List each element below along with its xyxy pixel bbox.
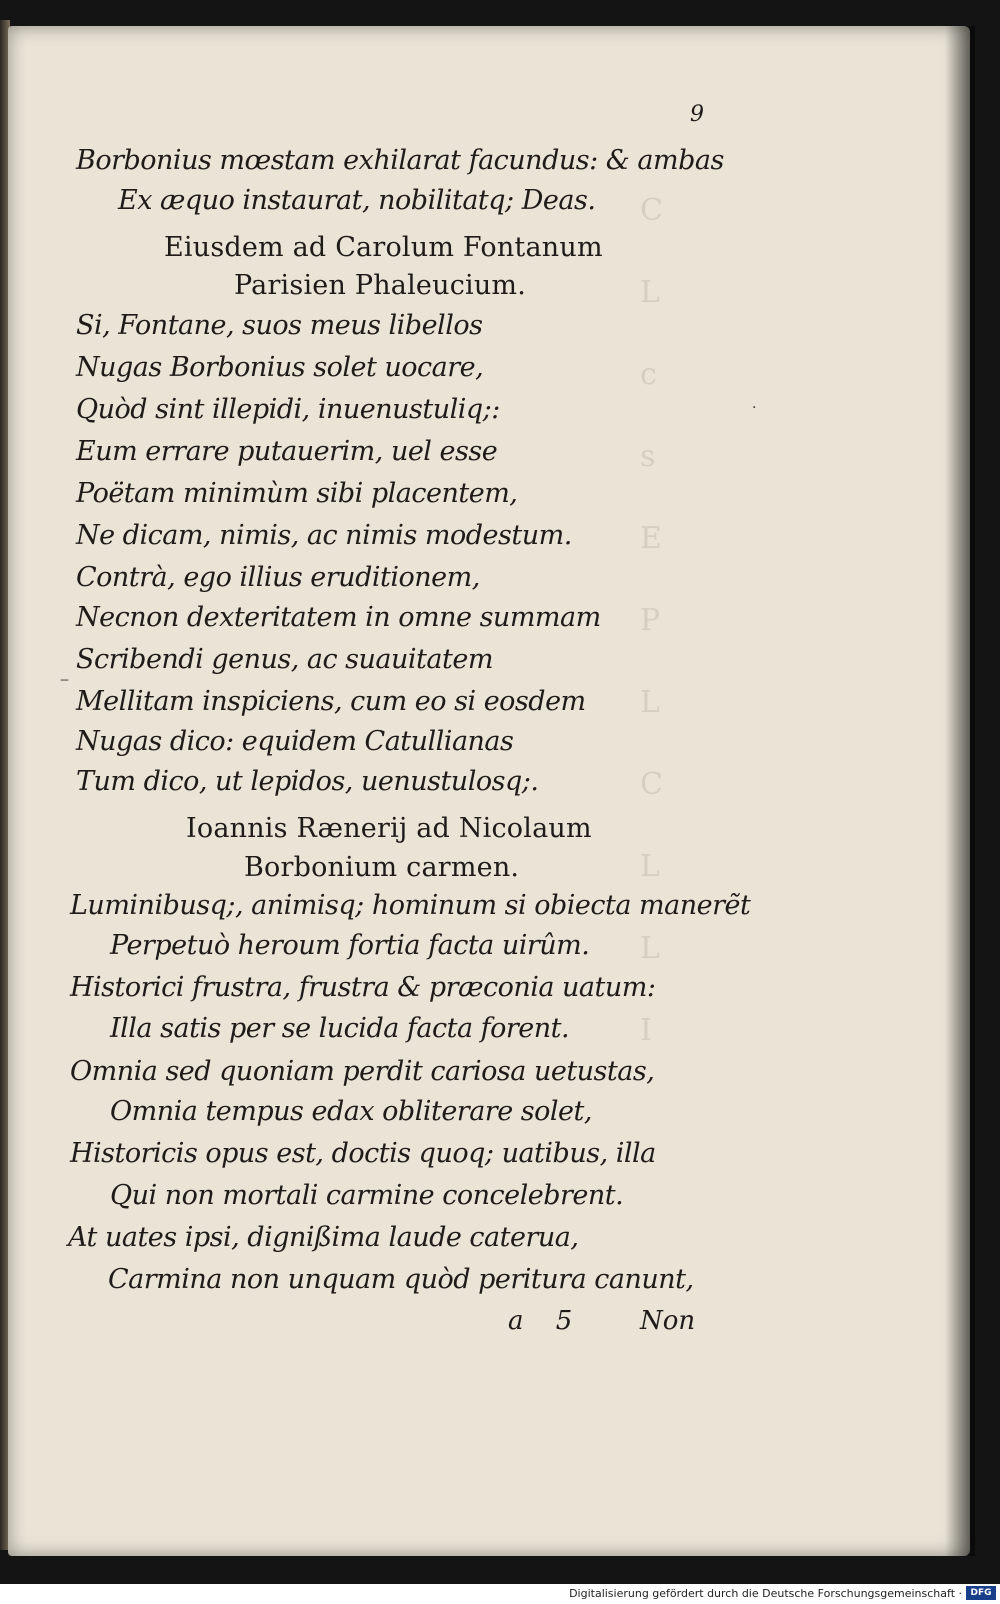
page-number: 9 — [690, 102, 704, 127]
text-line-7: Quòd sint illepidi, inuenustuliq;: — [76, 394, 500, 425]
text-line-24: Omnia tempus edax obliterare solet, — [110, 1096, 592, 1127]
text-line-6: Nugas Borbonius solet uocare, — [76, 352, 484, 383]
text-line-12: Necnon dexteritatem in omne summam — [76, 602, 601, 633]
heading-line-2: Parisien Phaleucium. — [234, 270, 527, 301]
text-line-5: Si, Fontane, suos meus libellos — [76, 310, 483, 341]
text-line-25: Historicis opus est, doctis quoq; uatibus, illa — [70, 1138, 656, 1169]
text-line-13: Scribendi genus, ac suauitatem — [76, 644, 493, 675]
text-line-27: At uates ipsi, dignißima laude caterua, — [68, 1222, 579, 1253]
text-line-2: Ex æquo instaurat, nobilitatq; Deas. — [118, 185, 596, 216]
heading-line-3: Ioannis Rænerij ad Nicolaum — [186, 813, 592, 844]
text-line-20: Perpetuò heroum fortia facta uirûm. — [110, 930, 590, 961]
text-line-15: Nugas dico: equidem Catullianas — [76, 726, 514, 757]
margin-mark: ‒ — [60, 672, 69, 688]
page-edge-shadow — [945, 26, 975, 1556]
text-line-9: Poëtam minimùm sibi placentem, — [76, 478, 518, 509]
text-line-10: Ne dicam, nimis, ac nimis modestum. — [76, 520, 572, 551]
heading-line-1: Eiusdem ad Carolum Fontanum — [164, 232, 603, 263]
text-line-19: Luminibusq;, animisq; hominum si obiecta manerẽt — [70, 890, 751, 921]
speck-mark: · — [752, 400, 757, 416]
catchword: Non — [640, 1306, 696, 1336]
footer-credit: Digitalisierung gefördert durch die Deutsche Forschungsgemeinschaft · — [569, 1587, 962, 1600]
text-line-11: Contrà, ego illius eruditionem, — [76, 562, 480, 593]
text-line-22: Illa satis per se lucida facta forent. — [110, 1013, 570, 1044]
signature-mark: a 5 — [508, 1306, 573, 1336]
text-line-1: Borbonius mœstam exhilarat facundus: & ambas — [76, 145, 724, 176]
text-line-14: Mellitam inspiciens, cum eo si eosdem — [76, 686, 586, 717]
text-line-21: Historici frustra, frustra & præconia uatum: — [70, 972, 656, 1003]
text-line-16: Tum dico, ut lepidos, uenustulosq;. — [76, 766, 539, 797]
dfg-logo-icon: DFG — [966, 1586, 996, 1600]
text-line-26: Qui non mortali carmine concelebrent. — [110, 1180, 624, 1211]
text-line-28: Carmina non unquam quòd peritura canunt, — [108, 1264, 694, 1295]
heading-line-4: Borbonium carmen. — [244, 852, 520, 883]
text-line-8: Eum errare putauerim, uel esse — [76, 436, 498, 467]
text-line-23: Omnia sed quoniam perdit cariosa uetustas, — [70, 1056, 655, 1087]
